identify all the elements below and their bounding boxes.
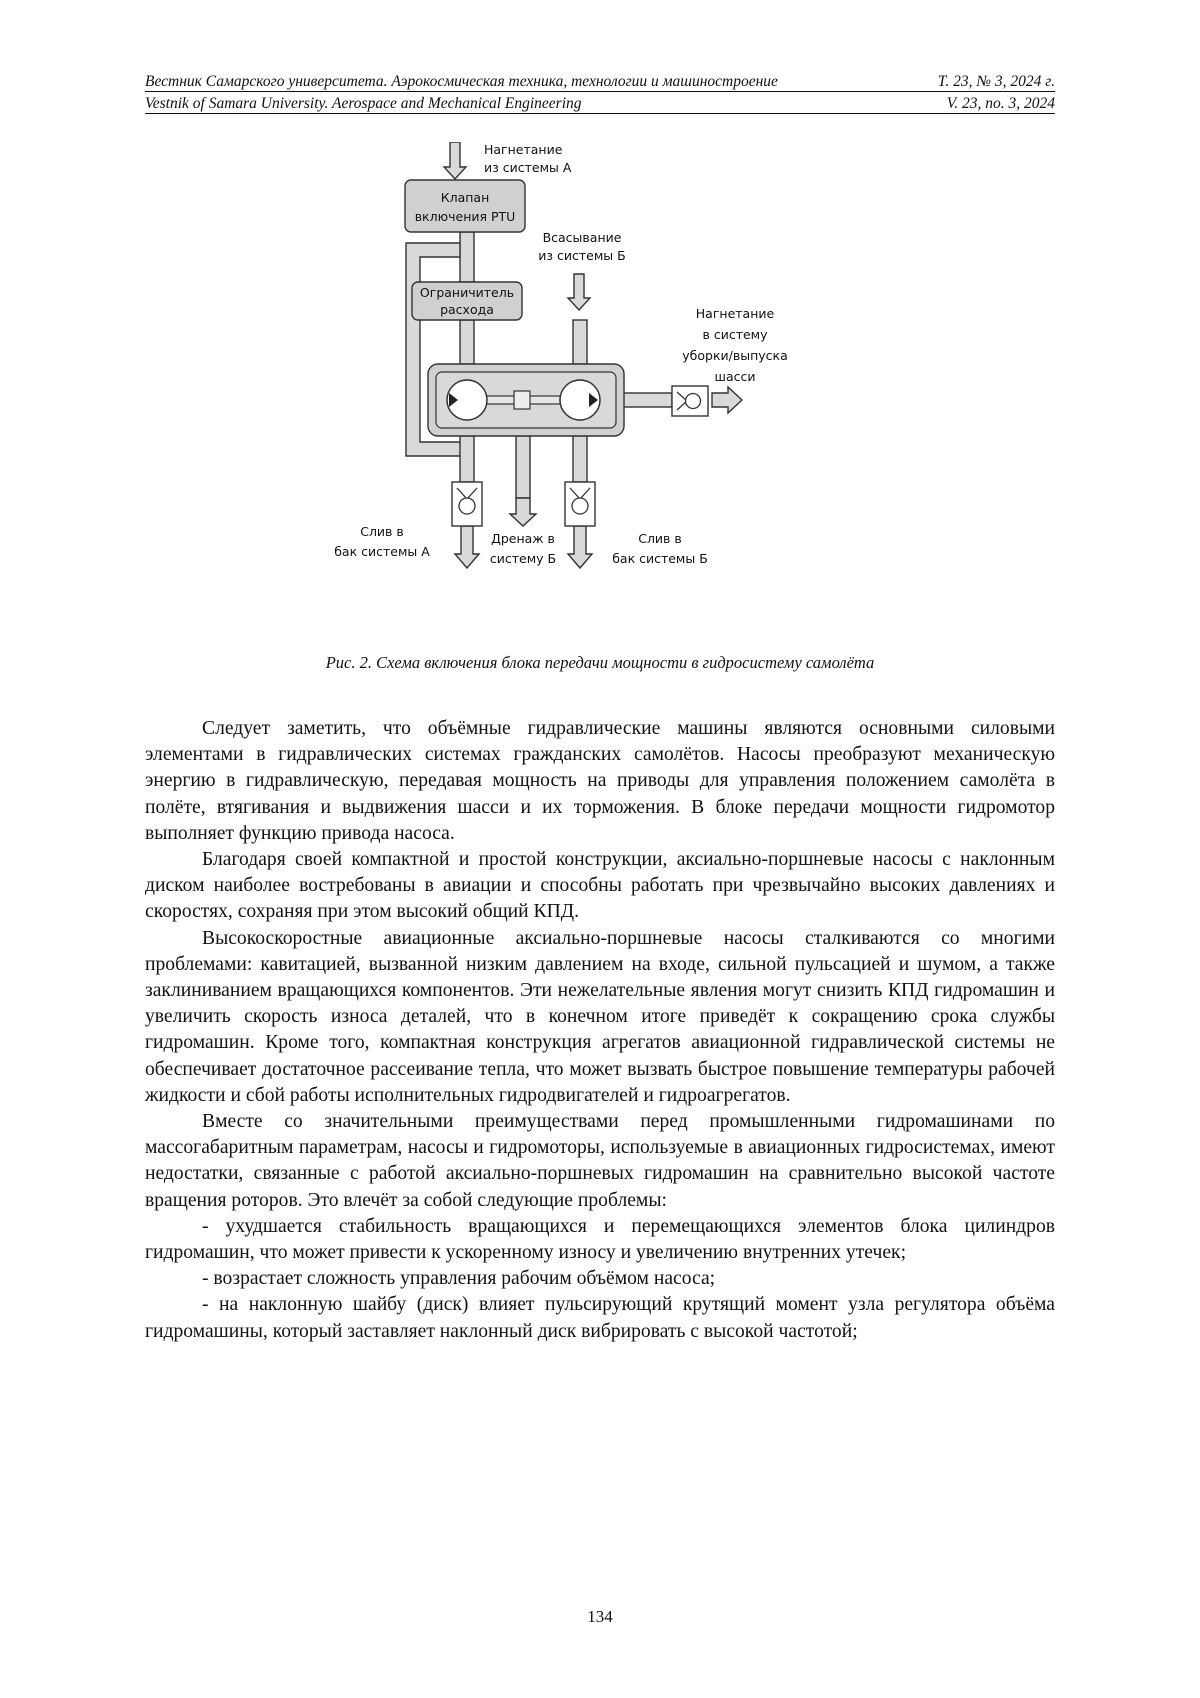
suction-label-1: Всасывание	[542, 230, 622, 245]
valve-label-1: Клапан	[440, 190, 490, 205]
journal-header-ru	[145, 72, 1055, 92]
limiter-label-2: расхода	[440, 302, 494, 317]
outlet-check-valve-ball	[686, 394, 701, 409]
paragraph: Вместе со значительными преимуществами перед промышленными гидромашинами по массогабаритным параметрам, насосы и гидромоторы, используемые в авиационных гидросистемах, имеют недостатки, связанные с работой аксиально-поршневых гидромашин на сравнительно высокой частоте вращения роторов. Это влечёт за собой следующие проблемы:	[145, 1111, 1055, 1211]
drain-b-arrow	[568, 526, 592, 568]
suction-label-2: из системы Б	[538, 248, 626, 263]
inlet-a-arrow	[444, 142, 466, 179]
ptu-schematic-diagram	[330, 142, 870, 632]
outlet-arrow	[712, 387, 742, 413]
valve-to-limiter-pipe	[460, 232, 474, 282]
journal-title-ru: Вестник Самарского университета. Аэрокосмическая техника, технологии и машиностроение	[145, 73, 778, 90]
drain-b-label-2: бак системы Б	[612, 551, 708, 566]
drainage-pipe	[516, 436, 530, 498]
inlet-a-label-1: Нагнетание	[484, 142, 563, 157]
motor-outlet-pipe	[460, 436, 474, 482]
drain-a-arrow	[455, 526, 479, 568]
outlet-label-1: Нагнетание	[695, 306, 775, 321]
outlet-label-3: уборки/выпуска	[682, 348, 788, 363]
body-text	[145, 716, 1055, 1345]
figure-caption: Рис. 2. Схема включения блока передачи мощности в гидросистему самолёта	[325, 653, 875, 672]
valve-label-2: включения PTU	[414, 209, 516, 224]
issue-info-ru: Т. 23, № 3, 2024 г.	[937, 73, 1055, 90]
list-item: - на наклонную шайбу (диск) влияет пульсирующий крутящий момент узла регулятора объёма гидромашины, который заставляет наклонный диск вибрировать с высокой частотой;	[145, 1294, 1055, 1342]
outlet-label-2: в систему	[702, 327, 768, 342]
drain-a-label-2: бак системы А	[334, 544, 430, 559]
drain-a-check-valve-ball	[459, 498, 475, 514]
drain-b-check-valve-ball	[572, 498, 588, 514]
drain-b-label-1: Слив в	[638, 531, 682, 546]
paragraph: Следует заметить, что объёмные гидравлические машины являются основными силовыми элементами в гидравлических системах гражданских самолётов. Насосы преобразуют механическую энергию в гидравлическую, передавая мощность на приводы для управления положением самолёта в полёте, втягивания и выдвижения шасси и их торможения. В блоке передачи мощности гидромотор выполняет функцию привода насоса.	[145, 718, 1055, 844]
list-item: - возрастает сложность управления рабочим объёмом насоса;	[202, 1268, 716, 1290]
limiter-to-motor-pipe	[460, 320, 474, 364]
inlet-a-label-2: из системы А	[484, 160, 572, 175]
shaft-coupling	[514, 391, 530, 409]
drainage-b-arrow	[510, 498, 536, 526]
issue-info-en: V. 23, no. 3, 2024	[946, 95, 1055, 112]
paragraph: Высокоскоростные авиационные аксиально-поршневые насосы сталкиваются со многими проблемами: кавитацией, вызванной низким давлением на входе, сильной пульсацией и шумом, а также заклиниванием вращающихся компонентов. Эти нежелательные явления могут снизить КПД гидромашин и увеличить скорость износа деталей, что в конечном итоге приведёт к сокращению срока службы гидромашин. Кроме того, компактная конструкция агрегатов авиационной гидравлической системы не обеспечивает достаточное рассеивание тепла, что может вызвать быстрое повышение температуры рабочей жидкости и сбой работы исполнительных гидродвигателей и гидроагрегатов.	[145, 927, 1055, 1106]
drainage-label-2: систему Б	[489, 551, 557, 566]
drainage-label-1: Дренаж в	[491, 531, 555, 546]
ptu-valve-box	[405, 180, 525, 232]
ptu-schematic-figure	[330, 142, 870, 632]
paragraph: Благодаря своей компактной и простой конструкции, аксиально-поршневые насосы с наклонным диском наиболее востребованы в авиации и способны работать при чрезвычайно высоких давлениях и скоростях, сохраняя при этом высокий общий КПД.	[145, 849, 1055, 923]
suction-b-arrow	[568, 274, 590, 310]
outlet-label-4: шасси	[714, 369, 756, 384]
journal-header-en	[145, 94, 1055, 114]
list-item: - ухудшается стабильность вращающихся и перемещающихся элементов блока цилиндров гидромашин, что может привести к ускоренному износу и увеличению внутренних утечек;	[145, 1215, 1055, 1264]
page-number: 134	[587, 1607, 613, 1626]
journal-title-en: Vestnik of Samara University. Aerospace and Mechanical Engineering	[145, 95, 582, 112]
suction-pipe	[573, 320, 587, 364]
limiter-label-1: Ограничитель	[419, 285, 515, 300]
pump-outlet-pipe	[573, 436, 587, 482]
drain-a-label-1: Слив в	[360, 524, 404, 539]
pump-to-check-pipe	[622, 393, 672, 407]
